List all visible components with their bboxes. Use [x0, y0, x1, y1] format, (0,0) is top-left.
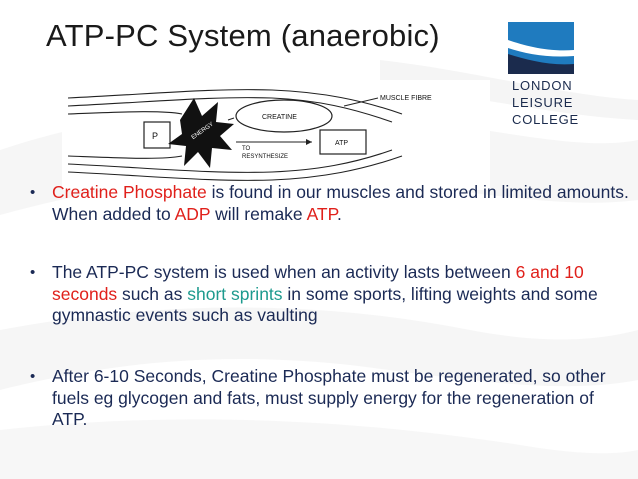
bullet-marker: •	[30, 368, 36, 385]
logo-emblem-icon	[508, 22, 574, 74]
bullet-segment: such as	[117, 283, 188, 304]
bullet-segment: is found in our muscles and stored in limited amounts. When added to	[52, 182, 629, 224]
atp-label: ATP	[335, 140, 349, 147]
resynthesize-label: RESYNTHESIZE	[242, 154, 289, 160]
bullet-segment: 6 and 10 seconds	[52, 262, 584, 304]
bullet-segment: Creatine Phosphate	[52, 182, 207, 202]
bullet-marker: •	[30, 264, 36, 281]
slide-title: ATP-PC System (anaerobic)	[46, 18, 440, 53]
bullet-segment: in some sports, lifting weights and some gymnastic events such as vaulting	[52, 283, 598, 325]
logo-line-leisure: LEISURE	[512, 95, 574, 110]
creatine-label: CREATINE	[262, 114, 297, 121]
bullet-segment: ATP	[306, 203, 338, 224]
muscle-fibre-label: MUSCLE FIBRE	[380, 95, 432, 102]
logo-line-london: LONDON	[512, 78, 573, 93]
bullet-segment: ADP	[174, 203, 211, 224]
p-label: P	[152, 131, 159, 141]
logo-line-college: COLLEGE	[512, 112, 580, 127]
bullet-text	[52, 182, 630, 225]
bullet-segment: The ATP-PC system is used when an activity lasts between	[52, 262, 516, 282]
bullet-marker: •	[30, 184, 36, 201]
atp-pc-diagram	[62, 80, 490, 190]
bullet-segment: will remake	[210, 203, 307, 224]
logo-wordmark	[512, 77, 579, 128]
bullet-text	[52, 366, 630, 431]
energy-label: ENERGY	[190, 121, 215, 142]
college-logo	[508, 22, 630, 132]
bullet-segment: After 6-10 Seconds, Creatine Phosphate must be regenerated, so other fuels eg glycogen and fats, must supply energy for the regeneration of ATP.	[52, 366, 606, 429]
bullet-text	[52, 262, 630, 327]
to-label: TO	[242, 146, 251, 152]
bullet-segment: short sprints	[187, 283, 283, 304]
bullet-segment: .	[337, 203, 342, 224]
